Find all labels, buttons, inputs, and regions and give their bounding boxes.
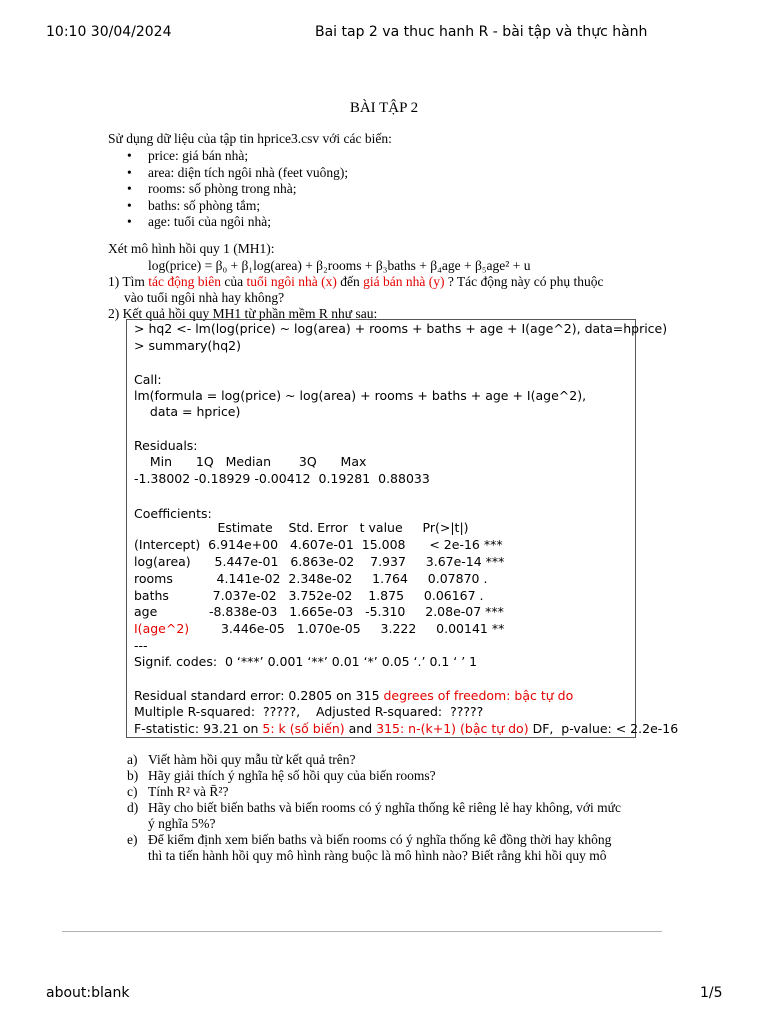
r-line: Residuals:: [134, 438, 198, 453]
q1-highlight: tuổi ngôi nhà (x): [246, 274, 337, 289]
list-item: • rooms: số phòng trong nhà;: [108, 181, 348, 198]
r-line: -1.38002 -0.18929 -0.00412 0.19281 0.88033: [134, 471, 430, 486]
sub-question: [127, 800, 621, 832]
r-line: (Intercept) 6.914e+00 4.607e-01 15.008 < 2e-16 ***: [134, 537, 503, 552]
q1-highlight: giá bán nhà (y): [363, 274, 445, 289]
model-intro: Xét mô hình hồi quy 1 (MH1):: [108, 241, 275, 256]
print-title: Bai tap 2 va thuc hanh R - bài tập và thực hành: [315, 24, 648, 40]
r-text: DF, p-value: < 2.2e-16: [528, 721, 679, 736]
r-line: age -8.838e-03 1.665e-03 -5.310 2.08e-07 ***: [134, 604, 504, 619]
r-line: log(area) 5.447e-01 6.863e-02 7.937 3.67e-14 ***: [134, 554, 505, 569]
q1-text: ? Tác động này có phụ thuộc: [444, 274, 604, 289]
question-1: [108, 274, 604, 290]
r-line: [134, 622, 504, 636]
q1-highlight: tác động biên: [148, 274, 221, 289]
r-text: 3.446e-05 1.070e-05 3.222 0.00141 **: [189, 621, 505, 636]
r-line: Coefficients:: [134, 506, 212, 521]
q1-text: đến: [336, 274, 364, 289]
print-datetime: 10:10 30/04/2024: [46, 24, 172, 40]
list-item: • baths: số phòng tắm;: [108, 198, 348, 215]
exercise-title: BÀI TẬP 2: [349, 100, 419, 116]
variable-list: [108, 148, 348, 231]
r-line: Multiple R-squared: ?????, Adjusted R-squared: ?????: [134, 704, 484, 719]
r-line: baths 7.037e-02 3.752e-02 1.875 0.06167 .: [134, 588, 484, 603]
intro-text: Sử dụng dữ liệu của tập tin hprice3.csv với các biến:: [108, 131, 392, 146]
r-text: and: [344, 721, 377, 736]
q1-text: của: [220, 274, 247, 289]
sub-question-letter: b): [127, 768, 139, 783]
r-line: Signif. codes: 0 ‘***’ 0.001 ‘**’ 0.01 ‘*’ 0.05 ‘.’ 0.1 ‘ ’ 1: [134, 654, 478, 669]
r-line: rooms 4.141e-02 2.348e-02 1.764 0.07870 .: [134, 571, 488, 586]
model-equation: log(price) = β₀ + β₁log(area) + β₂rooms + β₃baths + β₄age + β₅age² + u: [148, 258, 531, 273]
r-line: [134, 689, 573, 703]
sub-question-letter: a): [127, 752, 138, 767]
r-highlight: I(age^2): [134, 621, 190, 636]
sub-question-list: [127, 752, 621, 864]
sub-question-text: Tính R² và R̄²?: [148, 784, 229, 799]
r-highlight: 5: k (số biến): [262, 721, 345, 736]
q1-text: 1) Tìm: [108, 274, 149, 289]
sub-question: [127, 832, 621, 864]
sub-question-text: Viết hàm hồi quy mẫu từ kết quả trên?: [148, 752, 356, 767]
r-line: > summary(hq2): [134, 338, 241, 353]
sub-question-letter: c): [127, 784, 138, 799]
sub-question: [127, 768, 621, 784]
r-line: Estimate Std. Error t value Pr(>|t|): [134, 520, 469, 535]
sub-question: [127, 784, 621, 800]
r-line: > hq2 <- lm(log(price) ~ log(area) + rooms + baths + age + I(age^2), data=hprice): [134, 321, 668, 336]
sub-question-text: Hãy giải thích ý nghĩa hệ số hồi quy của biến rooms?: [148, 768, 436, 783]
question-1-line2: vào tuổi ngôi nhà hay không?: [124, 290, 285, 305]
r-line: Call:: [134, 372, 162, 387]
r-line: data = hprice): [134, 404, 241, 419]
r-highlight: degrees of freedom: bậc tự do: [383, 688, 574, 703]
sub-question-letter: e): [127, 832, 138, 847]
r-text: Residual standard error: 0.2805 on 315: [134, 688, 384, 703]
r-line: [134, 722, 678, 736]
sub-question-letter: d): [127, 800, 139, 815]
sub-question-text: Để kiểm định xem biến baths và biến rooms có ý nghĩa thống kê đồng thời hay không: [148, 832, 612, 847]
r-line: lm(formula = log(price) ~ log(area) + rooms + baths + age + I(age^2),: [134, 388, 587, 403]
r-line: ---: [134, 638, 148, 653]
r-text: F-statistic: 93.21 on: [134, 721, 263, 736]
print-page-number: 1/5: [700, 985, 723, 1001]
r-line: Min 1Q Median 3Q Max: [134, 454, 367, 469]
list-item: • area: diện tích ngôi nhà (feet vuông);: [108, 165, 348, 182]
list-item: • age: tuổi của ngôi nhà;: [108, 214, 348, 231]
r-highlight: 315: n-(k+1) (bậc tự do): [376, 721, 529, 736]
sub-question: [127, 752, 621, 768]
list-item: • price: giá bán nhà;: [108, 148, 348, 165]
question-2: 2) Kết quả hồi quy MH1 từ phần mềm R như sau:: [108, 306, 378, 321]
sub-question-text: Hãy cho biết biến baths và biến rooms có ý nghĩa thống kê riêng lẻ hay không, với mức: [148, 800, 621, 815]
sub-question-text: ý nghĩa 5%?: [148, 816, 216, 831]
print-url: about:blank: [46, 985, 130, 1001]
page-divider: [62, 931, 662, 932]
sub-question-text: thì ta tiến hành hồi quy mô hình ràng buộc là mô hình nào? Biết rằng khi hồi quy mô: [148, 848, 607, 863]
